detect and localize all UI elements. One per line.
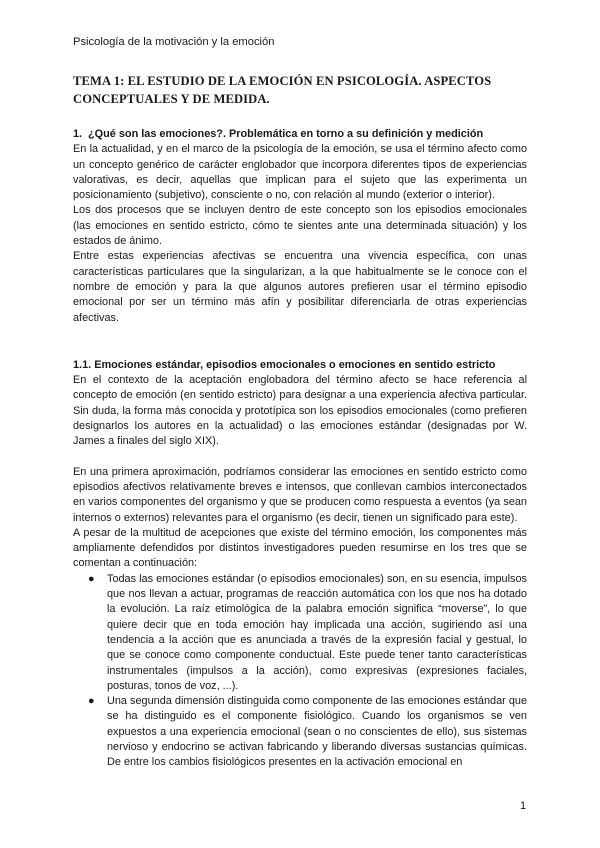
bullet-icon: ●	[88, 572, 95, 585]
list-item	[88, 572, 527, 694]
running-header: Psicología de la motivación y la emoción	[73, 36, 275, 48]
document-body	[73, 127, 527, 771]
list-item-text: Todas las emociones estándar (o episodios emocionales) son, en su esencia, impulsos que nos llevan a actuar, programas de reacción automática con los que nos ha dotado la evolución. La raíz etimológica de la palabra emoción significa “moverse”, lo que quiere decir que en toda emoción hay implicada una acción, sugiriendo así una tendencia a la acción que es anunciada a través de la expresión facial y gestual, lo que se conoce como componente conductual. Este puede tener tanto características instrumentales (impulsos a la acción), como expresivas (expresiones faciales, posturas, tonos de voz, ...).	[107, 572, 527, 692]
paragraph: Los dos procesos que se incluyen dentro de este concepto son los episodios emocionales (las emociones en sentido estricto, cómo te sientes ante una determinada situación) y los estados de ánimo.	[73, 204, 527, 248]
page-number: 1	[520, 800, 527, 812]
section-1-1-heading: 1.1. Emociones estándar, episodios emocionales o emociones en sentido estricto	[73, 358, 496, 371]
bullet-icon: ●	[88, 695, 95, 708]
section-1-number: 1.	[73, 128, 83, 140]
paragraph: En la actualidad, y en el marco de la psicología de la emoción, se usa el término afecto como un concepto genérico de carácter englobador que incorpora diferentes tipos de experiencias valorativas, es decir, aquellas que implican para el sujeto que las experimenta un posicionamiento (subjetivo), consciente o no, con relación al mundo (exterior o interior).	[73, 143, 527, 202]
paragraph: Entre estas experiencias afectivas se encuentra una vivencia específica, con unas características particulares que la singularizan, a la que habitualmente se le conoce con el nombre de emoción y para la que algunos autores prefieren usar el término episodio emocional por ser un término más afín y posibilitar diferenciarla de otras experiencias afectivas.	[73, 250, 527, 324]
paragraph: A pesar de la multitud de acepciones que existe del término emoción, los componentes más ampliamente defendidos por distintos investigadores pueden resumirse en los tres que se comentan a continuación:	[73, 526, 527, 570]
list-item-text: Una segunda dimensión distinguida como componente de las emociones estándar que se ha distinguido es el componente fisiológico. Cuando los organismos se ven expuestos a una experiencia emocional (sean o no conscientes de ello), sus sistemas nervioso y endocrino se activan fabricando y liberando diversas sustancias químicas. De entre los cambios fisiológicos presentes en la activación emocional en	[107, 695, 527, 769]
component-list	[73, 572, 527, 771]
paragraph: En una primera aproximación, podríamos considerar las emociones en sentido estricto como episodios afectivos relativamente breves e intensos, que conllevan cambios interconectados en varios componentes del organismo y que se producen como respuesta a eventos (ya sean internos o externos) relevantes para el organismo (es decir, tienen un significado para este).	[73, 465, 527, 524]
list-item	[88, 694, 527, 770]
section-1-heading-text: ¿Qué son las emociones?. Problemática en torno a su definición y medición	[88, 128, 484, 140]
paragraph: En el contexto de la aceptación englobadora del término afecto se hace referencia al concepto de emoción (en sentido estricto) para designar a una experiencia afectiva particular. Sin duda, la forma más conocida y prototípica son los episodios emocionales (como prefieren designarlos los autores en la actualidad) o las emociones estándar (designadas por W. James a finales del siglo XIX).	[73, 374, 527, 448]
document-title: TEMA 1: EL ESTUDIO DE LA EMOCIÓN EN PSICOLOGÍA. ASPECTOS CONCEPTUALES Y DE MEDIDA.	[73, 74, 492, 106]
section-1-heading	[73, 127, 527, 142]
